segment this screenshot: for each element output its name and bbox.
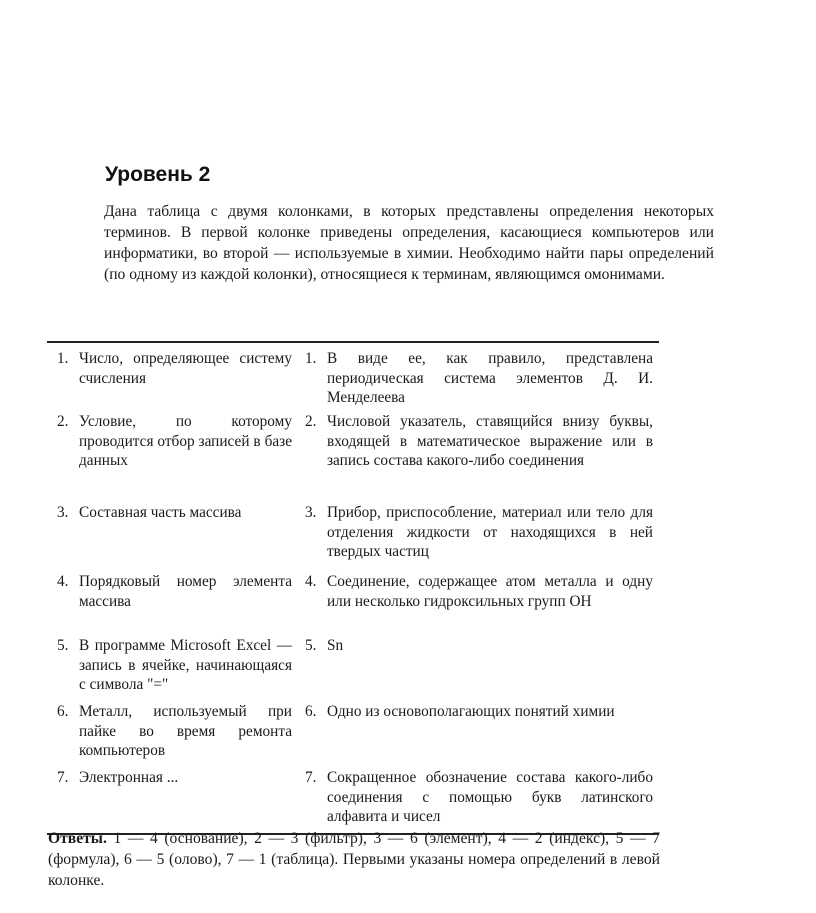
- right-text: Прибор, приспособление, материал или тело для отделения жидкости от находящихся в ней твердых частиц: [327, 504, 653, 560]
- right-number: 5.: [305, 637, 317, 654]
- left-text: В программе Microsoft Excel — запись в ячейке, начинающаяся с символа "=": [79, 637, 292, 693]
- left-definition: [47, 349, 292, 410]
- right-definition: [292, 412, 659, 501]
- right-definition: [292, 702, 659, 766]
- table-row: [47, 410, 659, 501]
- right-definition: [292, 572, 659, 634]
- left-text: Порядковый номер элемента массива: [79, 573, 292, 610]
- left-number: 6.: [57, 703, 69, 720]
- right-number: 7.: [305, 769, 317, 786]
- left-number: 2.: [57, 413, 69, 430]
- table-row: [47, 766, 659, 833]
- task-description: Дана таблица с двумя колонками, в которых представлены определения некоторых терминов. В первой колонке приведены определения, касающиеся компьютеров или информатики, во второй — используемые в химии. Необходимо найти пары определений (по одному из каждой колонки), относящиеся к терминам, являющимся омонимами.: [104, 203, 714, 283]
- left-text: Металл, используемый при пайке во время ремонта компьютеров: [79, 703, 292, 759]
- right-number: 4.: [305, 573, 317, 590]
- left-number: 5.: [57, 637, 69, 654]
- definitions-table: [47, 341, 659, 835]
- right-text: Сокращенное обозначение состава какого-либо соединения с помощью букв латинского алфавита и чисел: [327, 769, 653, 825]
- table-row: [47, 570, 659, 634]
- right-number: 2.: [305, 413, 317, 430]
- right-text: Соединение, содержащее атом металла и одну или несколько гидроксильных групп ОН: [327, 573, 653, 610]
- left-definition: [47, 572, 292, 634]
- right-definition: [292, 503, 659, 570]
- table-row: [47, 501, 659, 570]
- right-number: 6.: [305, 703, 317, 720]
- table-row: [47, 634, 659, 700]
- left-definition: [47, 636, 292, 700]
- right-number: 3.: [305, 504, 317, 521]
- left-number: 4.: [57, 573, 69, 590]
- right-text: Числовой указатель, ставящийся внизу буквы, входящей в математическое выражение или в запись состава какого-либо соединения: [327, 413, 653, 469]
- left-text: Число, определяющее систему счисления: [79, 350, 292, 387]
- table-row: [47, 343, 659, 410]
- answers-label: Ответы.: [48, 830, 107, 847]
- left-definition: [47, 503, 292, 570]
- right-number: 1.: [305, 350, 317, 367]
- left-definition: [47, 702, 292, 766]
- left-text: Электронная ...: [79, 769, 179, 786]
- answers-text: 1 — 4 (основание), 2 — 3 (фильтр), 3 — 6 (элемент), 4 — 2 (индекс), 5 — 7 (формула), 6 — 5 (олово), 7 — 1 (таблица). Первыми указаны номера определений в левой колонке.: [48, 830, 660, 889]
- left-number: 3.: [57, 504, 69, 521]
- left-definition: [47, 768, 292, 833]
- left-definition: [47, 412, 292, 501]
- left-text: Составная часть массива: [79, 504, 242, 521]
- left-number: 1.: [57, 350, 69, 367]
- left-number: 7.: [57, 769, 69, 786]
- table-row: [47, 700, 659, 766]
- answers-paragraph: [48, 828, 660, 891]
- right-text: Одно из основополагающих понятий химии: [327, 703, 615, 720]
- right-definition: [292, 768, 659, 833]
- right-text: В виде ее, как правило, представлена периодическая система элементов Д. И. Менделеева: [327, 350, 653, 406]
- right-text: Sn: [327, 637, 344, 654]
- page-title: Уровень 2: [105, 163, 211, 186]
- left-text: Условие, по которому проводится отбор записей в базе данных: [79, 413, 292, 469]
- right-definition: [292, 636, 659, 700]
- right-definition: [292, 349, 659, 410]
